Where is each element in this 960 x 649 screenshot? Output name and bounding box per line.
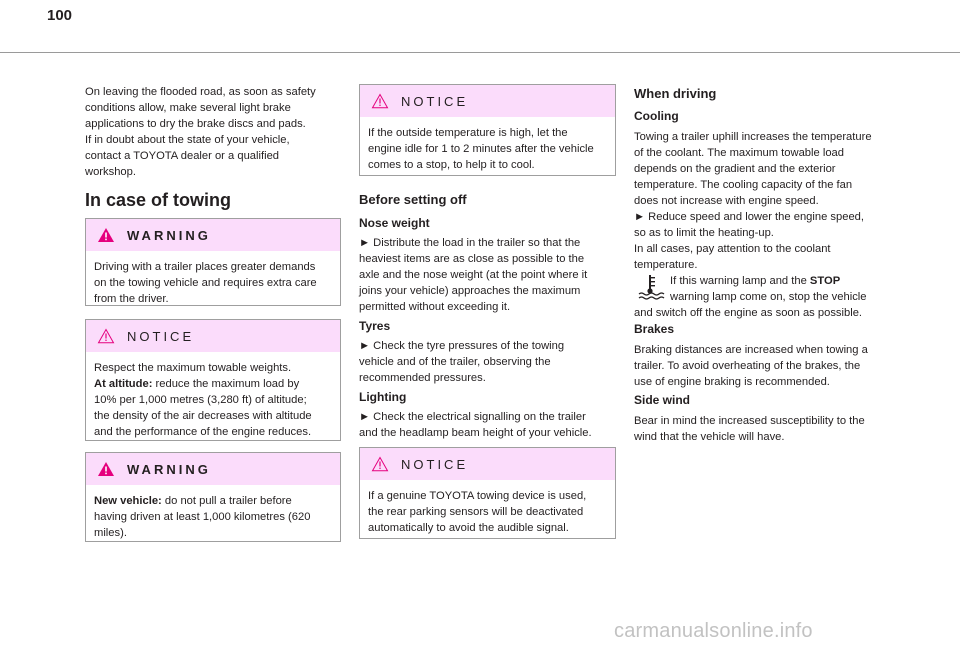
text-line: Respect the maximum towable weights. — [94, 362, 292, 374]
watermark-text: carmanualsonline.info — [614, 620, 813, 642]
text-line: If in doubt about the state of your vehicle, — [85, 134, 290, 146]
text-line: automatically to avoid the audible signal. — [368, 522, 569, 534]
text-line: temperature. — [634, 259, 698, 271]
coolant-temperature-icon — [636, 274, 666, 300]
notice-header — [86, 320, 340, 352]
nose-weight-paragraph — [359, 235, 615, 315]
warning-body — [86, 251, 340, 315]
warning-box-demands — [85, 218, 341, 306]
page-number: 100 — [47, 7, 73, 24]
text-line: Towing a trailer uphill increases the temperature — [634, 131, 872, 143]
text-line: on the towing vehicle and requires extra care — [94, 277, 317, 289]
text-line: Braking distances are increased when towing a — [634, 344, 868, 356]
altitude-text: reduce the maximum load by — [152, 378, 300, 390]
notice-triangle-icon — [371, 93, 389, 109]
text-line — [670, 273, 894, 289]
text-line: having driven at least 1,000 kilometres (620 — [94, 511, 311, 523]
text-line: depends on the gradient and the exterior — [634, 163, 836, 175]
notice-triangle-icon — [371, 456, 389, 472]
warning-triangle-icon — [97, 461, 115, 477]
text-line: and the performance of the engine reduces. — [94, 426, 312, 438]
notice-header — [360, 448, 615, 480]
coolant-lamp-line — [634, 273, 894, 305]
text-line: engine idle for 1 to 2 minutes after the vehicle — [368, 143, 594, 155]
text-line: the rear parking sensors will be deactivated — [368, 506, 584, 518]
notice-header — [360, 85, 615, 117]
lighting-paragraph — [359, 409, 615, 441]
text-line: use of engine braking is recommended. — [634, 376, 830, 388]
text-line: ► Check the electrical signalling on the trailer — [359, 411, 586, 423]
text-line: contact a TOYOTA dealer or a qualified — [85, 150, 280, 162]
warning-triangle-icon — [97, 227, 115, 243]
notice-triangle-icon — [97, 328, 115, 344]
notice-box-engine-idle — [359, 84, 616, 176]
subheading-tyres: Tyres — [359, 319, 391, 333]
text-line: 10% per 1,000 metres (3,280 ft) of altitude; — [94, 394, 307, 406]
notice-body — [360, 480, 615, 544]
section-heading-towing: In case of towing — [85, 190, 232, 210]
text-line: comes to a stop, to help it to cool. — [368, 159, 535, 171]
notice-body — [86, 352, 340, 448]
text-line: and switch off the engine as soon as possible. — [634, 307, 863, 319]
cooling-paragraph — [634, 129, 894, 321]
warning-header — [86, 453, 340, 485]
text-line: heaviest items are as close as possible to the — [359, 253, 585, 265]
text-line: If a genuine TOYOTA towing device is used, — [368, 490, 587, 502]
notice-body — [360, 117, 615, 181]
warning-header — [86, 219, 340, 251]
lamp-text: If this warning lamp and the — [670, 275, 810, 287]
side-wind-paragraph — [634, 413, 894, 445]
subheading-nose-weight: Nose weight — [359, 216, 430, 230]
notice-box-towable-weights — [85, 319, 341, 441]
header-rule — [0, 52, 960, 53]
text-line: axle and the nose weight (at the point where it — [359, 269, 588, 281]
text-line: ► Check the tyre pressures of the towing — [359, 340, 565, 352]
text-line: ► Reduce speed and lower the engine speed, — [634, 211, 865, 223]
subheading-lighting: Lighting — [359, 390, 407, 404]
text-line: warning lamp come on, stop the vehicle — [670, 291, 867, 303]
text-line: applications to dry the brake discs and pads. — [85, 118, 306, 130]
text-line: conditions allow, make several light brake — [85, 102, 291, 114]
text-line: so as to limit the heating-up. — [634, 227, 774, 239]
altitude-label: At altitude: — [94, 378, 153, 390]
text-line: On leaving the flooded road, as soon as safety — [85, 86, 316, 98]
section-heading-when-driving: When driving — [634, 86, 717, 101]
text-line: the density of the air decreases with altitude — [94, 410, 312, 422]
brakes-paragraph — [634, 342, 894, 390]
flooded-road-paragraph — [85, 84, 341, 180]
text-line: recommended pressures. — [359, 372, 486, 384]
notice-title: NOTICE — [127, 328, 195, 344]
text-line: does not increase with engine speed. — [634, 195, 819, 207]
text-line: vehicle and of the trailer, observing the — [359, 356, 551, 368]
text-line: miles). — [94, 527, 127, 539]
new-vehicle-label: New vehicle: — [94, 495, 162, 507]
warning-title: WARNING — [127, 227, 211, 243]
text-line: of the coolant. The maximum towable load — [634, 147, 844, 159]
text-line — [94, 493, 332, 509]
text-line: joins your vehicle) approaches the maximum — [359, 285, 581, 297]
text-line: Bear in mind the increased susceptibility to the — [634, 415, 865, 427]
warning-body — [86, 485, 340, 549]
new-vehicle-text: do not pull a trailer before — [161, 495, 292, 507]
text-line — [94, 376, 332, 392]
text-line: In all cases, pay attention to the coolant — [634, 243, 831, 255]
notice-box-parking-sensors — [359, 447, 616, 539]
stop-label: STOP — [809, 275, 841, 287]
notice-title: NOTICE — [401, 93, 469, 109]
text-line: If the outside temperature is high, let the — [368, 127, 568, 139]
text-line: and the headlamp beam height of your vehicle. — [359, 427, 592, 439]
text-line: permitted without exceeding it. — [359, 301, 511, 313]
text-line: temperature. The cooling capacity of the fan — [634, 179, 853, 191]
notice-title: NOTICE — [401, 456, 469, 472]
text-line: trailer. To avoid overheating of the brakes, the — [634, 360, 861, 372]
subheading-side-wind: Side wind — [634, 393, 691, 407]
warning-title: WARNING — [127, 461, 211, 477]
subheading-cooling: Cooling — [634, 109, 679, 123]
tyres-paragraph — [359, 338, 615, 386]
text-line: ► Distribute the load in the trailer so that the — [359, 237, 581, 249]
text-line: workshop. — [85, 166, 136, 178]
subheading-brakes: Brakes — [634, 322, 675, 336]
warning-box-new-vehicle — [85, 452, 341, 542]
text-line: Driving with a trailer places greater demands — [94, 261, 316, 273]
text-line: wind that the vehicle will have. — [634, 431, 785, 443]
text-line: from the driver. — [94, 293, 169, 305]
section-heading-before-setting-off: Before setting off — [359, 192, 467, 207]
